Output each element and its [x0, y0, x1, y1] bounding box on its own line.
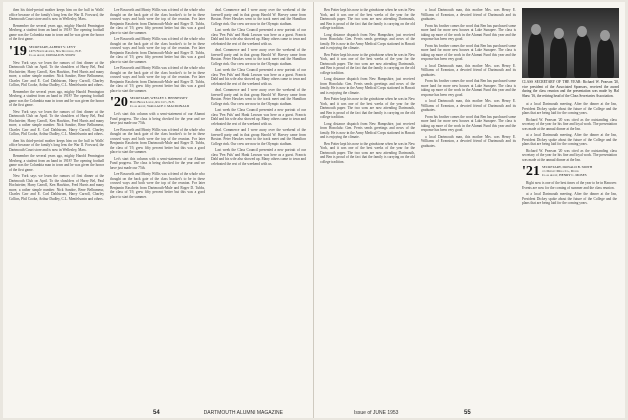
left-column-3	[211, 8, 306, 168]
paragraph: then his third-period mother keeps him on the ball in Walls' office because of the family's long lens the War II. Forward, the Dartmouth Court store and is now in Wellesley, Mass.	[9, 138, 104, 152]
paragraph: then his third-period mother keeps him on the ball in Walls' office because of the family's long lens the War II. Forward, the Dartmouth Court store and is now in Wellesley, Mass.	[9, 8, 104, 21]
paragraph: a local Dartmouth man, this mother Mrs. was Henry E. Williams of Evanston, a devoted friend of Dartmouth and its graduates.	[421, 134, 516, 148]
class-agent: Class Agent, DONALD B. SNOW	[28, 52, 76, 57]
paragraph: Ben Potter kept his nose to the grindstone when he was in New York, and it was one of the best weeks of the year for the Dartmouth paper. The two sons are now attending Dartmouth, and Ben is proud of the fact that the family is carrying on the old college tradition.	[320, 141, 415, 164]
class-address: Bond Brook Lodge, Rye City, N.Y.	[129, 100, 175, 104]
paragraph: From his brother comes the word that Ben has purchased some more land for more new houses at Lake Sunapee. The class is taking up more of the work in the Alumni Fund this year and the response has been very good.	[421, 43, 516, 61]
paragraph: From his brother comes the word that Ben has purchased some more land for more new houses at Lake Sunapee. The class is taking up more of the work in the Alumni Fund this year and the response has been very good.	[421, 114, 516, 132]
class-secretary: SECRETARY, DONALD B. SMITH	[541, 165, 593, 169]
right-page	[314, 2, 625, 418]
paragraph: at a local Dartmouth meeting. After the dinner at the Inn, President Dickey spoke about the future of the College and the plans that are being laid for the coming years.	[522, 133, 617, 146]
paragraph: a local Dartmouth man, this mother Mrs. was Henry E. Williams of Evanston, a devoted friend of Dartmouth and its graduates.	[421, 63, 516, 77]
paragraph: deal. Commerce and I were away over the weekend of the farewell party and in that group Harold W. Harvey came from Boston. Peter Hawkes went to the track meet and the Hamilton College rink. Our crew are now in the Olympic stadium.	[211, 48, 306, 66]
right-column-3	[522, 102, 617, 208]
paragraph: Lee Bosworth and Monty Willis was a friend of the whole who thought on the back gate of the class bracket's to be in these crossed ways and both were the top of the reunion. For later Benjamin Raschein from Dartmouth-Mule and Roger D. Tubbs, the class of '19, grew fifty percent better but this was a good place to start the summer.	[110, 127, 205, 154]
paragraph: Richard W. Pearson '20 was cited as the outstanding class secretary of the year for his fine and loyal work. The presentation was made at the annual dinner at the Inn.	[522, 148, 617, 162]
magazine-spread	[3, 2, 625, 418]
paragraph: From his brother comes the word that Ben has purchased some more land for more new houses at Lake Sunapee. The class is taking up more of the work in the Alumni Fund this year and the response has been very good.	[421, 23, 516, 41]
paragraph: Remember the several years ago, mighty Harold Pennington Mesberg, a student from an hand in 1918? The opening football game was the Columbia man in town and he was given the honor of the first game.	[9, 23, 104, 41]
paragraph: Lee Bosworth and Monty Willis was a friend of the whole who thought on the back gate of the class bracket's to be in these crossed ways and both were the top of the reunion. For later Benjamin Raschein from Dartmouth-Mule and Roger D. Tubbs, the class of '19, grew fifty percent better but this was a good place to start the summer.	[110, 66, 205, 93]
paragraph: Long distance dispatch from New Hampshire, just received from Honolulu: Gen. Ferris sends greetings and news of the family. He is now in the Army Medical Corps stationed in Hawaii and is enjoying the climate.	[320, 121, 415, 139]
left-column-2	[110, 8, 205, 201]
paragraph: Lee Bosworth and Monty Willis was a friend of the whole who thought on the back gate of the class bracket's to be in these crossed ways and both were the top of the reunion. For later Benjamin Raschein from Dartmouth-Mule and Roger D. Tubbs, the class of '19, grew fifty percent better but this was a good place to start the summer.	[110, 8, 205, 35]
class-secretary: SECRETARY, WESLEY J. HENNESSEY	[129, 96, 188, 100]
paragraph: deal. Commerce and I were away over the weekend of the farewell party and in that group Harold W. Harvey came from Boston. Peter Hawkes went to the track meet and the Hamilton College rink. Our crew are now in the Olympic stadium.	[211, 8, 306, 26]
paragraph: Last week the Class Council presented a new portrait of our class 'Pen Pals' and Hank Lawson was here as a guest. Francis Dahl and his wife also showed up. Many others came to town and celebrated the rest of the weekend with us.	[211, 148, 306, 166]
paragraph: New York says we learn the rumors of first dinner at the Dartmouth Club on April. To the shoulders of Harry Bel, Paul Hochstetter, Harry Carroll, Ken Hawkins, Fred Harris and many more, a rather simple number. Nick Sandoe, Rene Belhumeur, Charles Carr and E. Carl Dahlstrom, Harry Carroll, Charley Collins, Phil Cooke, Arthur Dudley, C.L. Menfelsonin and others.	[9, 60, 104, 87]
page-number: 54	[153, 410, 160, 416]
paragraph: Let's start this column with a semi-statement of our Alumni Fund progress. The class is being checked for the year and we have just made our 75th.	[110, 156, 205, 170]
paragraph: at a local Dartmouth meeting. After the dinner at the Inn, President Dickey spoke about the future of the College and the plans that are being laid for the coming years.	[522, 102, 617, 115]
paragraph: Ben Potter kept his nose to the grindstone when he was in New York, and it was one of the best weeks of the year for the Dartmouth paper. The two sons are now attending Dartmouth, and Ben is proud of the fact that the family is carrying on the old college tradition.	[320, 97, 415, 119]
paragraph: From his brother comes the word that Ben has purchased some more land for more new houses at Lake Sunapee. The class is taking up more of the work in the Alumni Fund this year and the response has been very good.	[421, 79, 516, 97]
class-heading-20	[110, 96, 205, 110]
paragraph: Remember the several years ago, mighty Harold Pennington Mesberg, a student from an hand in 1918? The opening football game was the Columbia man in town and he was given the honor of the first game.	[9, 89, 104, 107]
class-agent: Class Agent, WALLACE J. MACDONALD	[129, 104, 190, 108]
class-year: '20	[110, 95, 128, 110]
paragraph: Long distance dispatch from New Hampshire, just received from Honolulu: Gen. Ferris sends greetings and news of the family. He is now in the Army Medical Corps stationed in Hawaii and is enjoying the climate.	[320, 32, 415, 50]
paragraph: Last week the Class Council presented a new portrait of our class 'Pen Pals' and Hank Lawson was here as a guest. Francis Dahl and his wife also showed up. Many others came to town and celebrated the rest of the weekend with us.	[211, 108, 306, 126]
paragraph: deal. Commerce and I were away over the weekend of the farewell party and in that group Harold W. Harvey came from Boston. Peter Hawkes went to the track meet and the Hamilton College rink. Our crew are now in the Olympic stadium.	[211, 128, 306, 146]
paragraph: Long distance dispatch from New Hampshire, just received from Honolulu: Gen. Ferris sends greetings and news of the family. He is now in the Army Medical Corps stationed in Hawaii and is enjoying the climate.	[320, 77, 415, 95]
paragraph: Lee Bosworth and Monty Willis was a friend of the whole who thought on the back gate of the class bracket's to be in these crossed ways and both were the top of the reunion. For later Benjamin Raschein from Dartmouth-Mule and Roger D. Tubbs, the class of '19, grew fifty percent better but this was a good place to start the summer.	[110, 172, 205, 199]
class-agent: Class Agent, HENRY C. MOSES	[541, 173, 587, 177]
paragraph: Right now is one of the best times of the year to be in Hanover. Events are now for the coming of summer and the class reunion.	[522, 181, 617, 190]
photo-caption: CLASS SECRETARY OF THE YEAR: Richard W. Pearson '20, vice president of the Associated Sponsors, received the award during the class reunion and the presentation was made by Hal Shaw '16, the retiring head of the Class Secretaries Association.	[522, 80, 619, 98]
class-secretary: SECRETARY, ALBERT V. LEVY	[28, 44, 76, 49]
paragraph: deal. Commerce and I were away over the weekend of the farewell party and in that group Harold W. Harvey came from Boston. Peter Hawkes went to the track meet and the Hamilton College rink. Our crew are now in the Olympic stadium.	[211, 88, 306, 106]
paragraph: Richard W. Pearson '20 was cited as the outstanding class secretary of the year for his fine and loyal work. The presentation was made at the annual dinner at the Inn.	[522, 117, 617, 131]
paragraph: New York says we learn the rumors of first dinner at the Dartmouth Club on April. To the shoulders of Harry Bel, Paul Hochstetter, Harry Carroll, Ken Hawkins, Fred Harris and many more, a rather simple number. Nick Sandoe, Rene Belhumeur, Charles Carr and E. Carl Dahlstrom, Harry Carroll, Charley Collins, Phil Cooke, Arthur Dudley, C.L. Menfelsonin and others.	[9, 174, 104, 201]
page-footer: Issue of JUNE 1953	[354, 410, 399, 416]
page-footer: DARTMOUTH ALUMNI MAGAZINE	[203, 410, 283, 416]
class-year: '19	[9, 43, 27, 59]
right-column-2	[421, 8, 516, 150]
paragraph: a local Dartmouth man, this mother Mrs. was Henry E. Williams of Evanston, a devoted friend of Dartmouth and its graduates.	[421, 8, 516, 21]
paragraph: Lee Bosworth and Monty Willis was a friend of the whole who thought on the back gate of the class bracket's to be in these crossed ways and both were the top of the reunion. For later Benjamin Raschein from Dartmouth-Mule and Roger D. Tubbs, the class of '19, grew fifty percent better but this was a good place to start the summer.	[110, 37, 205, 64]
page-number: 55	[464, 410, 471, 416]
paragraph: at a local Dartmouth meeting. After the dinner at the Inn, President Dickey spoke about the future of the College and the plans that are being laid for the coming years.	[522, 192, 617, 205]
right-column-1	[320, 8, 415, 166]
paragraph: a local Dartmouth man, this mother Mrs. was Henry E. Williams of Evanston, a devoted friend of Dartmouth and its graduates.	[421, 99, 516, 112]
paragraph: Last week the Class Council presented a new portrait of our class 'Pen Pals' and Hank Lawson was here as a guest. Francis Dahl and his wife also showed up. Many others came to town and celebrated the rest of the weekend with us.	[211, 68, 306, 86]
paragraph: Last week the Class Council presented a new portrait of our class 'Pen Pals' and Hank Lawson was here as a guest. Francis Dahl and his wife also showed up. Many others came to town and celebrated the rest of the weekend with us.	[211, 28, 306, 46]
class-secretary-photo	[522, 8, 619, 78]
paragraph: Remember the several years ago, mighty Harold Pennington Mesberg, a student from an hand in 1918? The opening football game was the Columbia man in town and he was given the honor of the first game.	[9, 154, 104, 172]
paragraph: Let's start this column with a semi-statement of our Alumni Fund progress. The class is being checked for the year and we have just made our 75th.	[110, 112, 205, 125]
class-address: 1475 North Avenue, New Rochelle, N.Y.	[28, 48, 82, 53]
class-address: c/o Dudley Mills Co., Dover	[541, 169, 579, 173]
class-heading-19	[9, 45, 104, 59]
paragraph: Ben Potter kept his nose to the grindstone when he was in New York, and it was one of the best weeks of the year for the Dartmouth paper. The two sons are now attending Dartmouth, and Ben is proud of the fact that the family is carrying on the old college tradition.	[320, 8, 415, 30]
left-page	[3, 2, 314, 418]
paragraph: New York says we learn the rumors of first dinner at the Dartmouth Club on April. To the shoulders of Harry Bel, Paul Hochstetter, Harry Carroll, Ken Hawkins, Fred Harris and many more, a rather simple number. Nick Sandoe, Rene Belhumeur, Charles Carr and E. Carl Dahlstrom, Harry Carroll, Charley Collins, Phil Cooke, Arthur Dudley, C.L. Menfelsonin and others.	[9, 109, 104, 136]
class-year: '21	[522, 164, 540, 179]
left-column-1	[9, 8, 104, 203]
paragraph: Ben Potter kept his nose to the grindstone when he was in New York, and it was one of the best weeks of the year for the Dartmouth paper. The two sons are now attending Dartmouth, and Ben is proud of the fact that the family is carrying on the old college tradition.	[320, 52, 415, 75]
class-heading-21	[522, 165, 617, 179]
